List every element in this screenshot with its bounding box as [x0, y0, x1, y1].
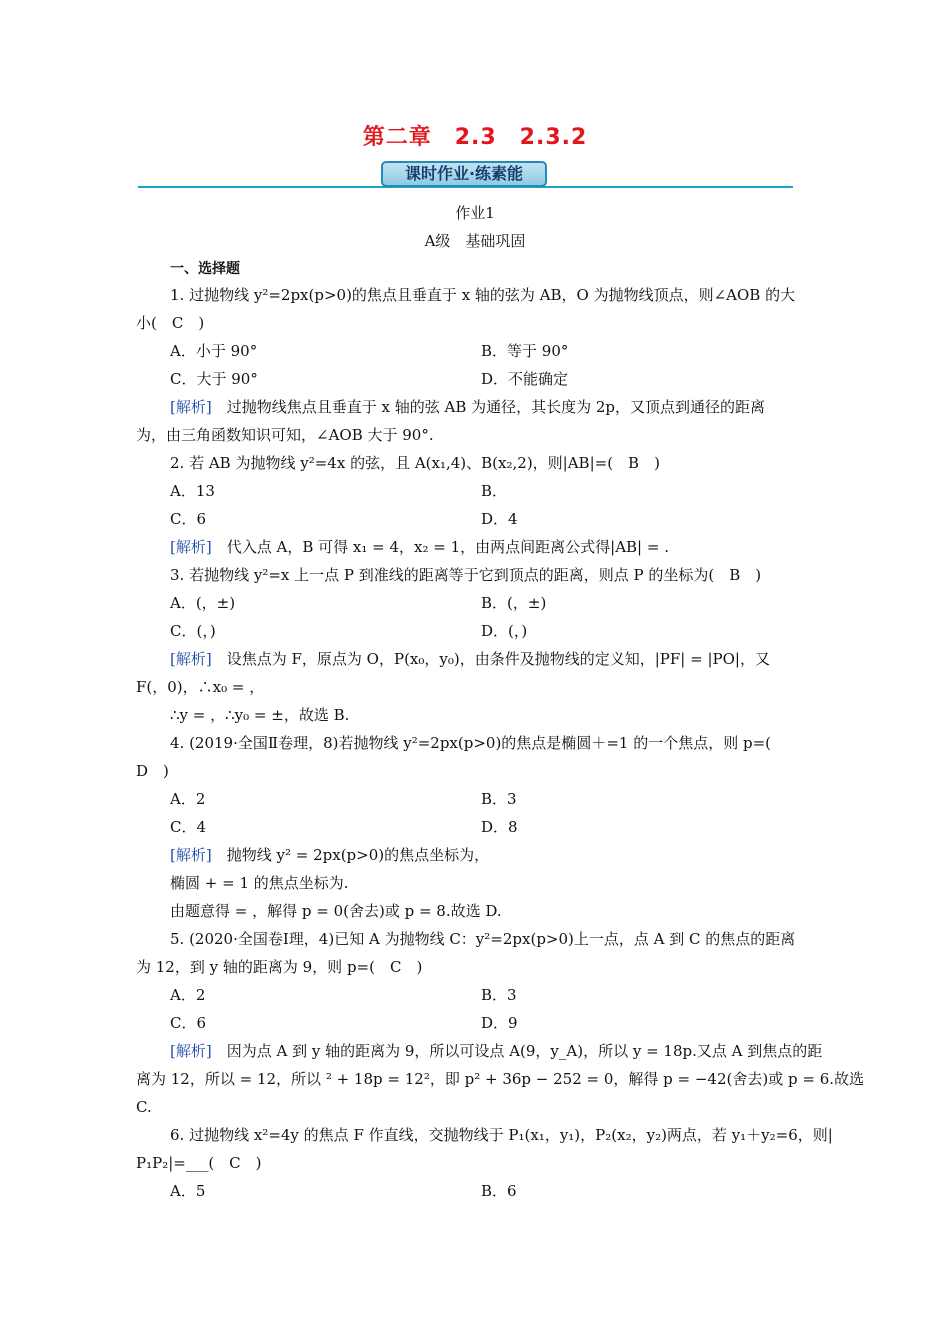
analysis-3-line3: ∴y = ，∴y₀ = ±，故选 B. — [170, 706, 350, 724]
q1-option-c: C．大于 90° — [170, 370, 258, 388]
banner-label: 课时作业·练素能 — [381, 161, 547, 187]
analysis-1-line2: 为，由三角函数知识可知，∠AOB 大于 90°. — [136, 426, 434, 444]
analysis-text: 因为点 A 到 y 轴的距离为 9，所以可设点 A(9，y_A)，所以 y = 18p.又点 A 到焦点的距 — [226, 1042, 823, 1060]
question-4-line1: 4. (2019·全国Ⅱ卷理，8)若抛物线 y²=2px(p>0)的焦点是椭圆＋=1 的一个焦点，则 p=( — [170, 734, 771, 752]
banner — [138, 160, 793, 190]
chapter-title: 第二章 2.3 2.3.2 — [362, 125, 588, 150]
q5-option-b: B．3 — [481, 986, 517, 1004]
question-1-line2: 小( C ) — [136, 314, 205, 332]
q5-option-d: D．9 — [481, 1014, 518, 1032]
analysis-text: 代入点 A，B 可得 x₁ = 4，x₂ = 1，由两点间距离公式得|AB| = . — [226, 538, 669, 556]
question-6-line2: P₁P₂|=___( C ) — [136, 1154, 262, 1172]
section-heading: 一、选择题 — [170, 261, 240, 277]
q4-option-c: C．4 — [170, 818, 207, 836]
question-5-line1: 5. (2020·全国卷Ⅰ理，4)已知 A 为抛物线 C：y²=2px(p>0)上一点，点 A 到 C 的焦点的距离 — [170, 930, 796, 948]
analysis-text: 过抛物线焦点且垂直于 x 轴的弦 AB 为通径，其长度为 2p，又顶点到通径的距离 — [226, 398, 766, 416]
analysis-tag: [解析] — [170, 538, 212, 556]
question-2: 2. 若 AB 为抛物线 y²=4x 的弦，且 A(x₁,4)、B(x₂,2)，则|AB|=( B ) — [170, 454, 660, 472]
q3-option-c: C．(，) — [170, 622, 216, 640]
q6-option-b: B．6 — [481, 1182, 517, 1200]
work-title: 作业1 — [455, 204, 495, 222]
q1-option-b: B．等于 90° — [481, 342, 569, 360]
analysis-5-line2: 离为 12，所以 = 12，所以 ² + 18p = 12²，即 p² + 36p − 252 = 0，解得 p = −42(舍去)或 p = 6.故选 — [136, 1070, 865, 1088]
q2-option-a: A．13 — [170, 482, 215, 500]
q2-option-b: B． — [481, 482, 508, 500]
q4-option-d: D．8 — [481, 818, 518, 836]
analysis-text: 抛物线 y² = 2px(p>0)的焦点坐标为， — [226, 846, 490, 864]
analysis-4-line1 — [170, 845, 489, 865]
analysis-tag: [解析] — [170, 1042, 212, 1060]
q6-option-a: A．5 — [170, 1182, 206, 1200]
q4-option-b: B．3 — [481, 790, 517, 808]
question-3: 3. 若抛物线 y²=x 上一点 P 到准线的距离等于它到顶点的距离，则点 P 的坐标为( B ) — [170, 566, 762, 584]
q1-option-a: A．小于 90° — [170, 342, 258, 360]
question-4-line2: D ) — [136, 762, 169, 780]
question-5-line2: 为 12，到 y 轴的距离为 9，则 p=( C ) — [136, 958, 423, 976]
q5-option-a: A．2 — [170, 986, 206, 1004]
analysis-2 — [170, 537, 669, 557]
level-title: A级 基础巩固 — [424, 232, 526, 250]
q1-option-d: D．不能确定 — [481, 370, 569, 388]
question-6-line1: 6. 过抛物线 x²=4y 的焦点 F 作直线，交抛物线于 P₁(x₁，y₁)，P₂(x₂，y₂)两点，若 y₁＋y₂=6，则| — [170, 1126, 833, 1144]
analysis-4-line3: 由题意得 = ，解得 p = 0(舍去)或 p = 8.故选 D. — [170, 902, 502, 920]
analysis-3-line1 — [170, 649, 770, 669]
analysis-3-line2: F(，0)，∴x₀ = ， — [136, 678, 265, 696]
analysis-tag: [解析] — [170, 650, 212, 668]
analysis-5-line1 — [170, 1041, 822, 1061]
q3-option-a: A．(，±) — [170, 594, 236, 612]
analysis-text: 设焦点为 F，原点为 O，P(x₀，y₀)，由条件及抛物线的定义知，|PF| = |PO|，又 — [226, 650, 770, 668]
q2-option-c: C．6 — [170, 510, 207, 528]
analysis-tag: [解析] — [170, 398, 212, 416]
analysis-5-line3: C. — [136, 1098, 152, 1116]
analysis-tag: [解析] — [170, 846, 212, 864]
q3-option-d: D．(，) — [481, 622, 528, 640]
question-1-line1: 1. 过抛物线 y²=2px(p>0)的焦点且垂直于 x 轴的弦为 AB，O 为抛物线顶点，则∠AOB 的大 — [170, 286, 796, 304]
q4-option-a: A．2 — [170, 790, 206, 808]
analysis-1-line1 — [170, 397, 765, 417]
q5-option-c: C．6 — [170, 1014, 207, 1032]
q2-option-d: D．4 — [481, 510, 518, 528]
analysis-4-line2: 椭圆 + = 1 的焦点坐标为. — [170, 874, 349, 892]
q3-option-b: B．(，±) — [481, 594, 547, 612]
